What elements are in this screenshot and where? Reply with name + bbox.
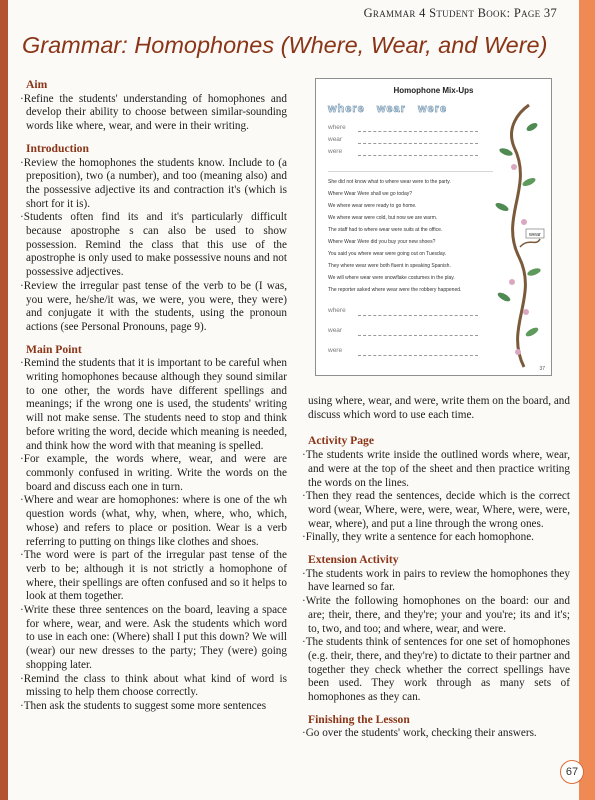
main-point-bullet: ·The word were is part of the irregular past tense of the verb to be; although it is not strictly a homophone of where, their spellings are often confused and so it helps to look at them together. [20,549,287,603]
main-point-bullet: ·Write these three sentences on the board, leaving a space for where, wear, and were. Ask the students which word to use in each one: (Where) shall I put this down? We will (wear) our new dresses to the party; They (were) going shopping later. [20,604,287,671]
write-label: wear [328,327,343,334]
worksheet-sentence: The reporter asked where wear were the robbery happened. [328,287,462,293]
page-number-badge: 67 [560,760,584,784]
worksheet-page-number: 37 [539,366,545,372]
write-line [358,315,478,316]
trace-line [358,155,478,156]
introduction-section [18,142,287,335]
worksheet-sentence: You said you where wear were going out on Tuesday. [328,251,447,257]
aim-text: ·Refine the students' understanding of homophones and develop their ability to choose between similar-sounding words like where, wear, and were in their writing. [20,92,287,133]
write-label: where [328,307,346,314]
aim-section [18,78,287,134]
page-title: Grammar: Homophones (Where, Wear, and Were) [22,32,548,58]
worksheet-sentence: We will where wear were snowflake costumes in the play. [328,275,455,281]
main-point-heading: Main Point [26,342,82,356]
vine-illustration [484,97,546,372]
finishing-heading: Finishing the Lesson [308,712,410,726]
right-edge-bar [579,0,595,800]
outlined-word: were [418,103,448,115]
worksheet-sentence: Where Wear Were did you buy your new shoes? [328,239,436,245]
page-header: Grammar 4 Student Book: Page 37 [363,6,557,20]
write-label: were [328,347,343,354]
activity-page-heading: Activity Page [308,434,374,448]
activity-bullet: ·Finally, they write a sentence for each homophone. [302,531,534,544]
aim-heading: Aim [26,78,48,91]
main-point-bullet: ·Then ask the students to suggest some more sentences [20,699,267,712]
vine-tag: wear [529,232,541,238]
page [8,0,579,800]
introduction-bullet: ·Review the homophones the students know. Include to (a preposition), two (a number), and too (meaning also) and the possessive adjective its and contraction it's (which is short for it is). [20,156,287,210]
finishing-section [300,713,570,741]
trace-label: wear [328,136,343,143]
continuation-text: using where, wear, and were, write them on the board, and discuss which word to use each time. [308,395,570,421]
trace-label: where [328,124,346,131]
worksheet-sentence: We where wear were cold, but now we are warm. [328,215,438,221]
main-point-section [18,343,287,714]
right-column [300,395,570,749]
main-point-bullet: ·For example, the words where, wear, and were are commonly confused in writing. Write the words on the board and discuss each one in turn. [20,453,287,493]
write-line [358,335,478,336]
write-line [358,355,478,356]
worksheet-sentence: She did not know what to where wear were to the party. [328,179,451,185]
extension-bullet: ·The students think of sentences for one set of homophones (e.g. their, there, and they're) to dictate to their partner and together they check whether the correct spellings have been used. They work through as many sets of homophones as they can. [302,636,570,704]
trace-label: were [328,148,343,155]
left-edge-bar [0,0,8,800]
worksheet-sentence: They where wear were both fluent in speaking Spanish. [328,263,451,269]
extension-bullet: ·The students work in pairs to review the homophones they have learned so far. [302,567,570,594]
worksheet-title: Homophone Mix-Ups [393,86,474,95]
extension-activity-section [300,553,570,705]
finishing-bullet: ·Go over the students' work, checking their answers. [302,727,537,740]
extension-bullet: ·Write the following homophones on the board: our and are; their, there, and they're; your and you're; its and it's; to, two, and too; and where, wear, and were. [302,595,570,635]
worksheet-sentence: The staff had to where wear were suits at the office. [328,227,443,233]
worksheet-outlined-words [328,103,455,115]
introduction-bullet: ·Review the irregular past tense of the verb to be (I was, you were, he/she/it was, we were, you were, they were) and conjugate it with the students, using the pronoun actions (see Personal Pronouns, page 9). [20,279,287,333]
activity-page-section [300,434,570,545]
outlined-word: where [328,103,365,115]
trace-line [358,131,478,132]
activity-bullet: ·Then they read the sentences, decide which is the correct word (wear, Where, were, were, wear, Where, were, were, wear, where), and put a line through the wrong ones. [302,490,570,530]
trace-line [358,143,478,144]
continuation-section [300,395,570,422]
main-point-bullet: ·Remind the class to think about what kind of word is missing to help them choose correctly. [20,672,287,699]
activity-bullet: ·The students write inside the outlined words where, wear, and were at the top of the sheet and then practice writing the words on the lines. [302,449,570,489]
introduction-bullet: ·Students often find its and it's particularly difficult because apostrophe s can also be used to show possession. Remind the class that this use of the apostrophe is only used to make possessive nouns and not possessive adjectives. [20,211,287,279]
worksheet-thumbnail [315,78,552,376]
outlined-word: wear [376,103,406,115]
main-point-bullet: ·Where and wear are homophones: where is one of the wh question words (what, why, when, where, who, which, whose) and refers to place or position. Wear is a verb referring to putting on things like clothes and shoes. [20,494,287,548]
main-point-bullet: ·Remind the students that it is important to be careful when writing homophones because although they sound similar to one other, the words have different spellings and meanings; if the wrong one is used, the students' writing will not make sense. The students need to stop and think before writing the word, decide which meaning is needed, and think how the word with that meaning is spelled. [20,357,287,452]
extension-activity-heading: Extension Activity [308,553,399,567]
introduction-heading: Introduction [26,141,89,155]
worksheet-sentence: Where Wear Were shall we go today? [328,191,413,197]
left-column [18,78,287,722]
worksheet-divider [328,171,493,172]
worksheet-sentence: We where wear were ready to go home. [328,203,417,209]
